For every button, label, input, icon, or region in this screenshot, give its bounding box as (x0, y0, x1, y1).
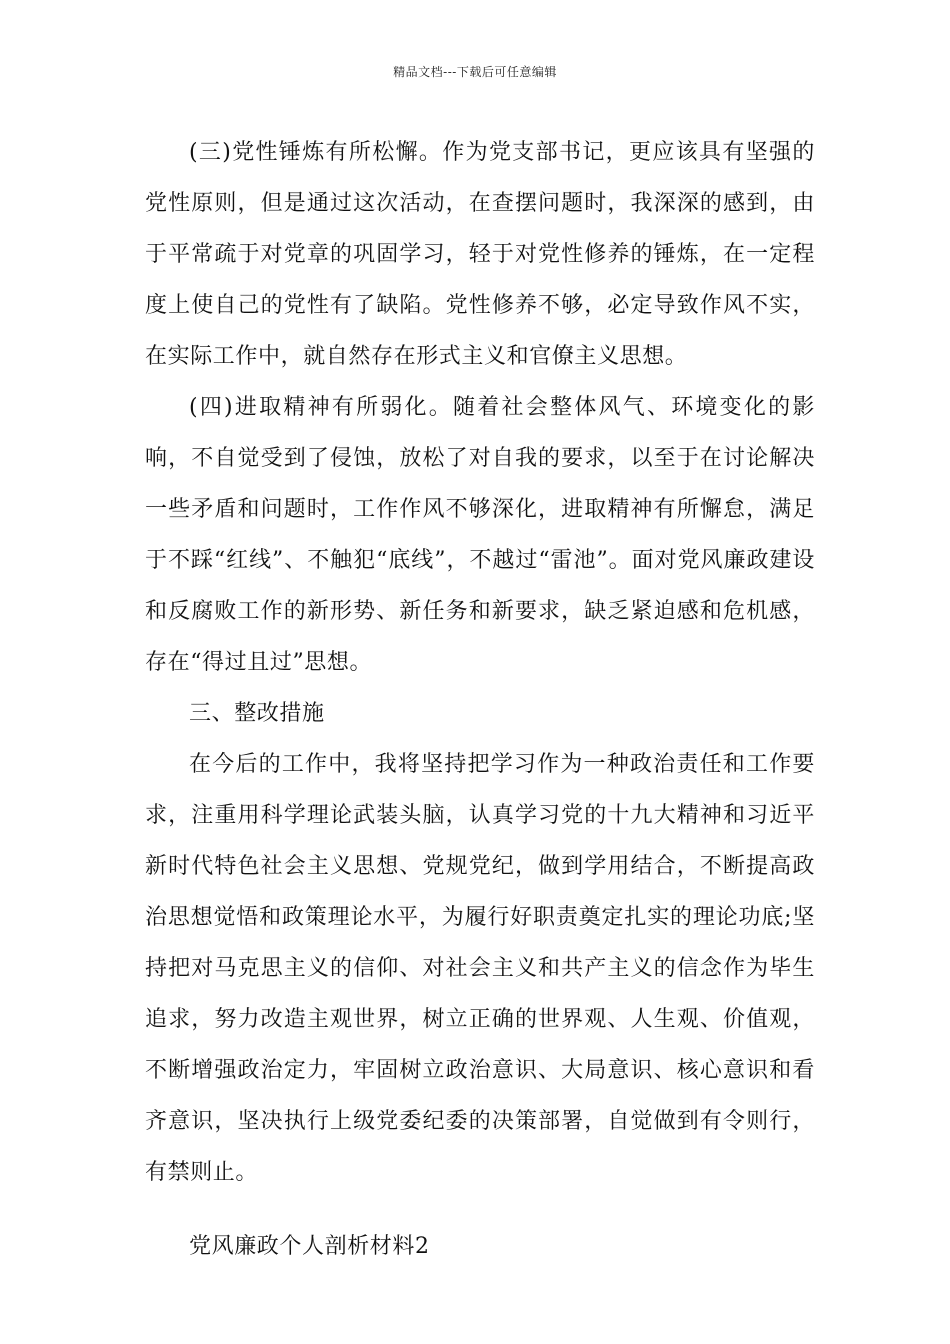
paragraph-party-spirit: (三)党性锤炼有所松懈。作为党支部书记，更应该具有坚强的党性原则，但是通过这次活动，在查摆问题时，我深深的感到，由于平常疏于对党章的巩固学习，轻于对党性修养的锤炼，在一定程度上使自己的党性有了缺陷。党性修养不够，必定导致作风不实，在实际工作中，就自然存在形式主义和官僚主义思想。 (145, 140, 815, 369)
next-document-title: 党风廉政个人剖析材料2 (189, 1234, 430, 1259)
page-header: 精品文档---下载后可任意编辑 (393, 65, 557, 79)
paragraph-enterprising-spirit: (四)进取精神有所弱化。随着社会整体风气、环境变化的影响，不自觉受到了侵蚀，放松了对自我的要求，以至于在讨论解决一些矛盾和问题时，工作作风不够深化，进取精神有所懈怠，满足于不踩“红线”、不触犯“底线”，不越过“雷池”。面对党风廉政建设和反腐败工作的新形势、新任务和新要求，缺乏紧迫感和危机感，存在“得过且过”思想。 (145, 395, 815, 675)
document-body (145, 127, 815, 1272)
paragraph-rectification-measures: 在今后的工作中，我将坚持把学习作为一种政治责任和工作要求，注重用科学理论武装头脑，认真学习党的十九大精神和习近平新时代特色社会主义思想、党规党纪，做到学用结合，不断提高政治思想觉悟和政策理论水平，为履行好职责奠定扎实的理论功底;坚持把对马克思主义的信仰、对社会主义和共产主义的信念作为毕生追求，努力改造主观世界，树立正确的世界观、人生观、价值观，不断增强政治定力，牢固树立政治意识、大局意识、核心意识和看齐意识，坚决执行上级党委纪委的决策部署，自觉做到有令则行，有禁则止。 (145, 752, 815, 1185)
section-heading-rectification: 三、整改措施 (189, 701, 325, 726)
